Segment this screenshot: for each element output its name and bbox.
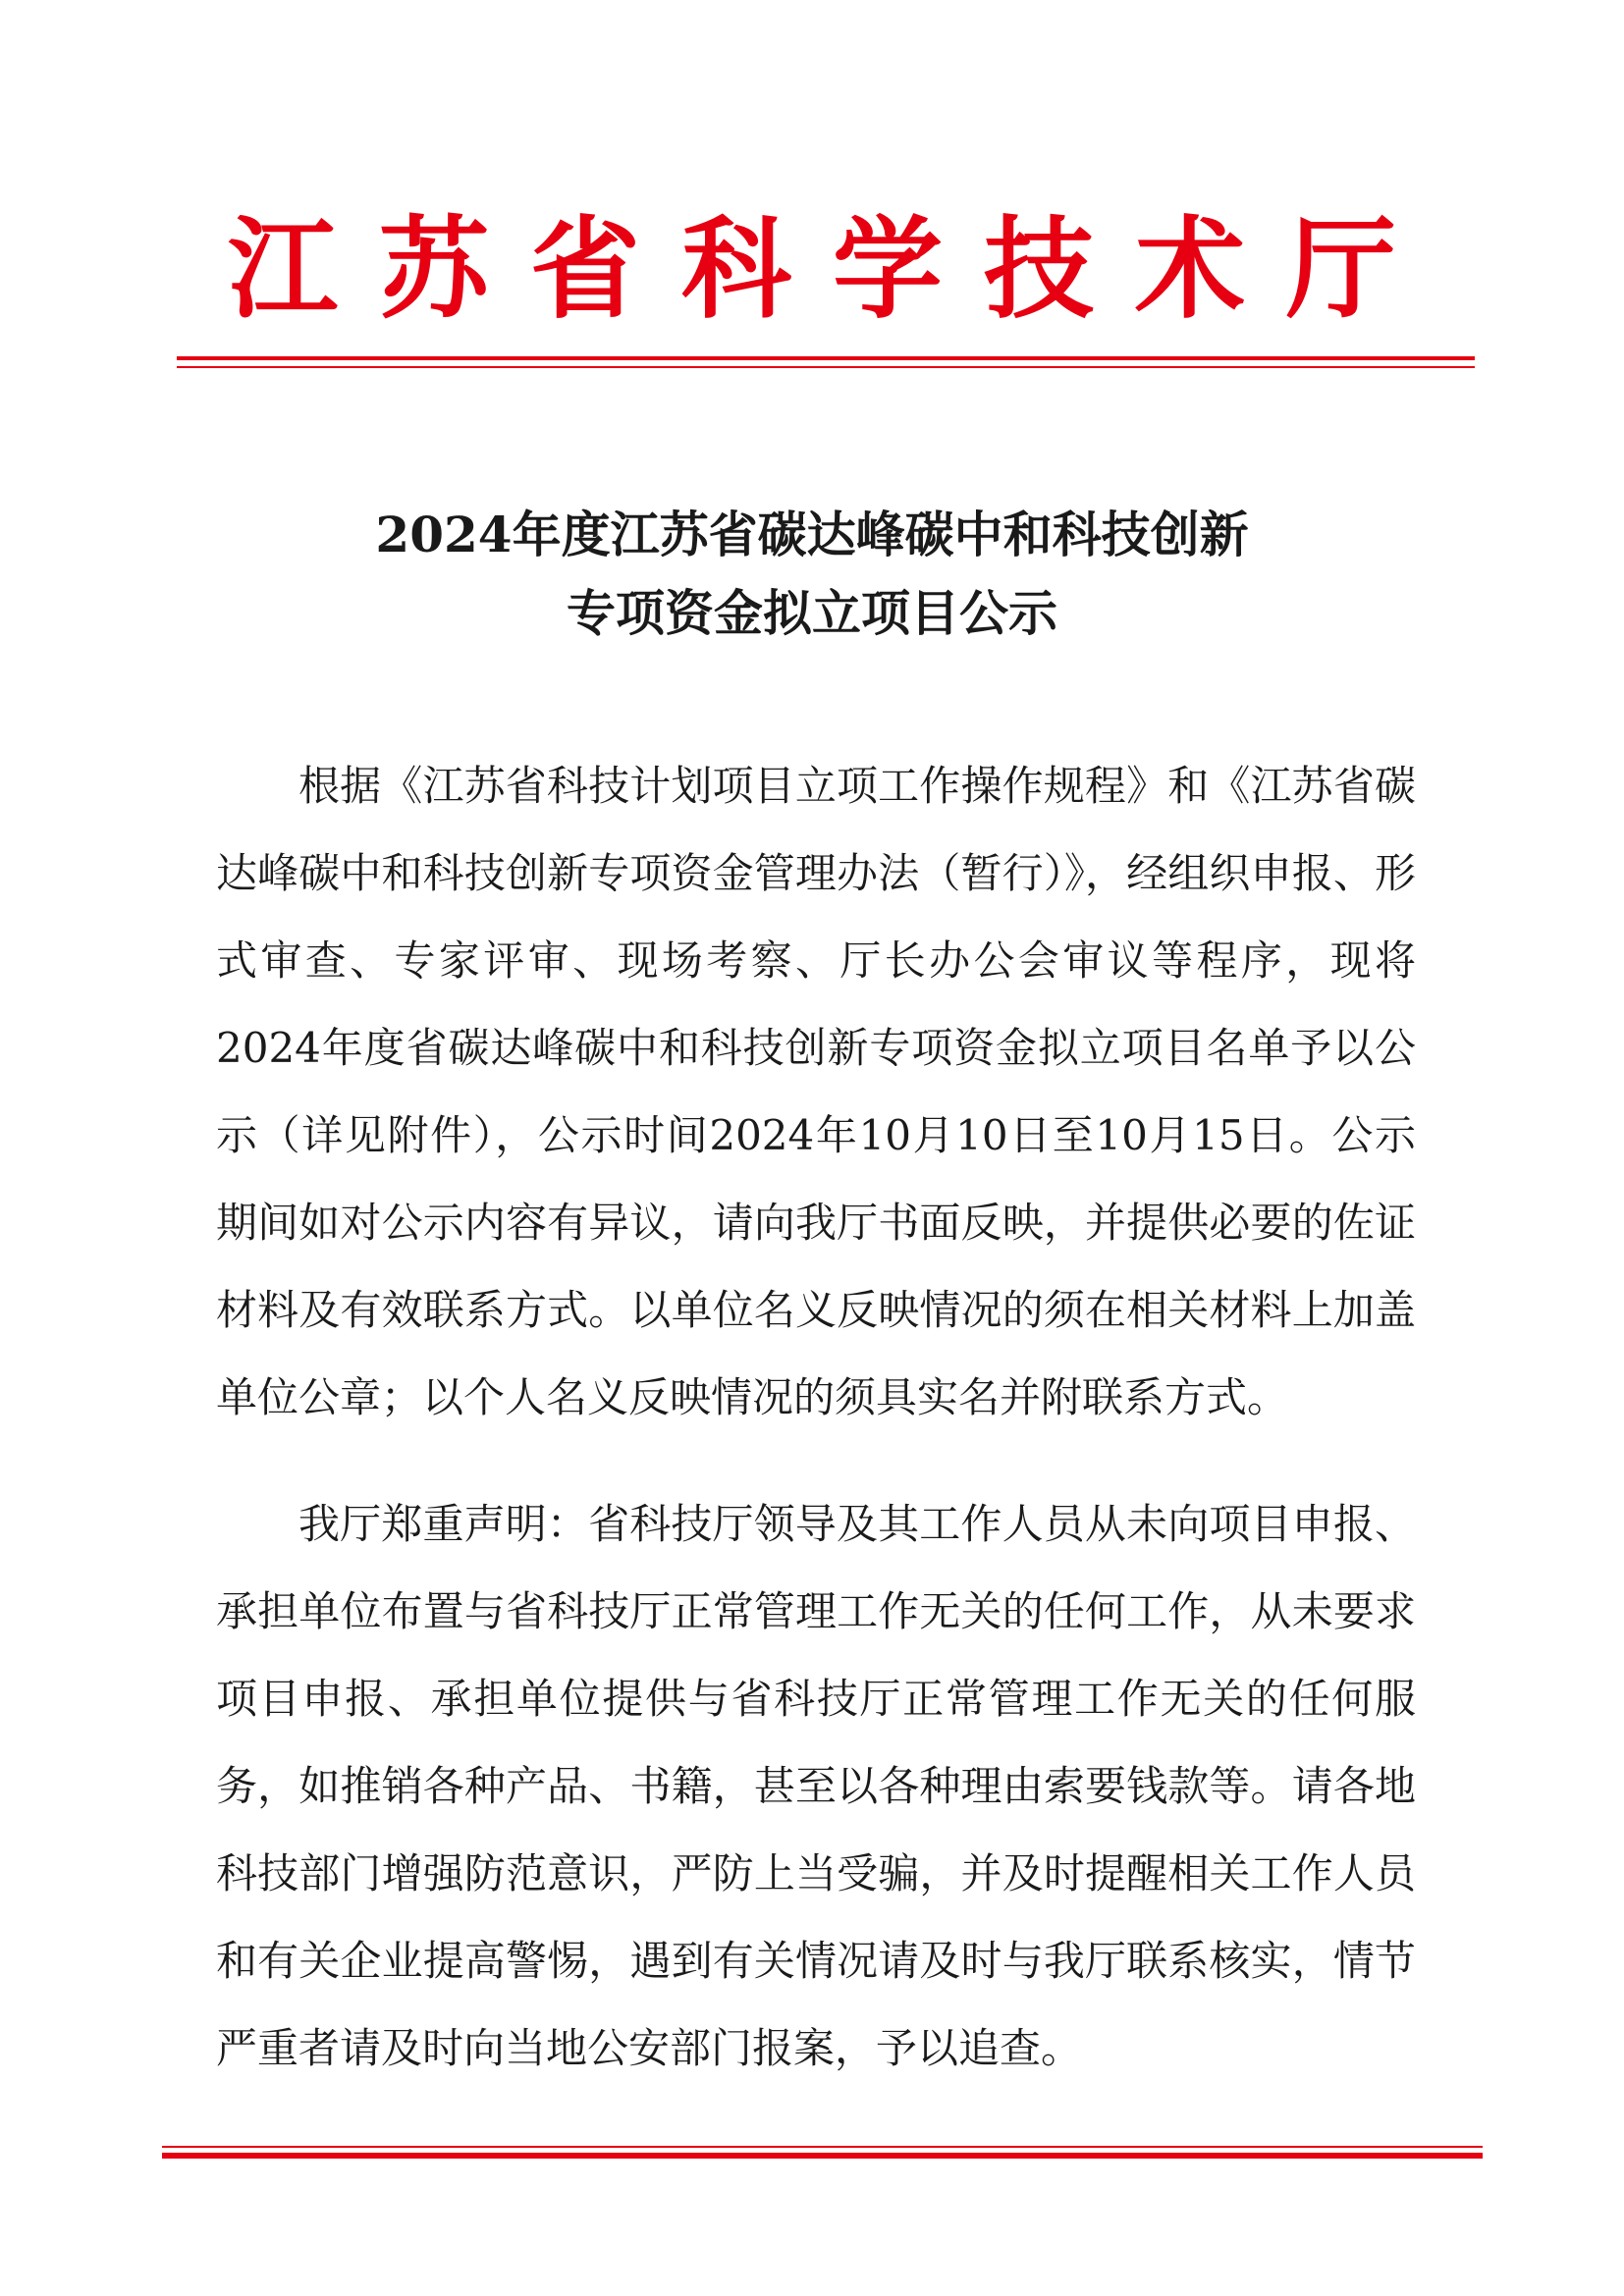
letterhead-org-name: 江苏省科学技术厅 <box>228 206 1437 334</box>
letterhead-divider-thin <box>177 366 1475 368</box>
body-paragraph-notice: 根据《江苏省科技计划项目立项工作操作规程》和《江苏省碳达峰碳中和科技创新专项资金管理办法（暂行）》，经组织申报、形式审查、专家评审、现场考察、厅长办公会审议等程序，现将2024年度省碳达峰碳中和科技创新专项资金拟立项目名单予以公示（详见附件），公示时间2024年10月10日至10月15日。公示期间如对公示内容有异议，请向我厅书面反映，并提供必要的佐证材料及有效联系方式。以单位名义反映情况的须在相关材料上加盖单位公章；以个人名义反映情况的须具实名并附联系方式。 <box>216 762 1416 1421</box>
document-title <box>0 496 1624 653</box>
document-title-line-2: 专项资金拟立项目公示 <box>567 584 1057 642</box>
footer-divider-thick <box>162 2153 1483 2159</box>
body-paragraph-declaration: 我厅郑重声明：省科技厅领导及其工作人员从未向项目申报、承担单位布置与省科技厅正常管理工作无关的任何工作，从未要求项目申报、承担单位提供与省科技厅正常管理工作无关的任何服务，如推销各种产品、书籍，甚至以各种理由索要钱款等。请各地科技部门增强防范意识，严防上当受骗，并及时提醒相关工作人员和有关企业提高警惕，遇到有关情况请及时与我厅联系核实，情节严重者请及时向当地公安部门报案，予以追查。 <box>216 1500 1416 2072</box>
letterhead-divider-thick <box>177 356 1475 360</box>
document-title-line-1: 2024年度江苏省碳达峰碳中和科技创新 <box>375 506 1249 563</box>
footer-divider-thin <box>162 2146 1483 2148</box>
